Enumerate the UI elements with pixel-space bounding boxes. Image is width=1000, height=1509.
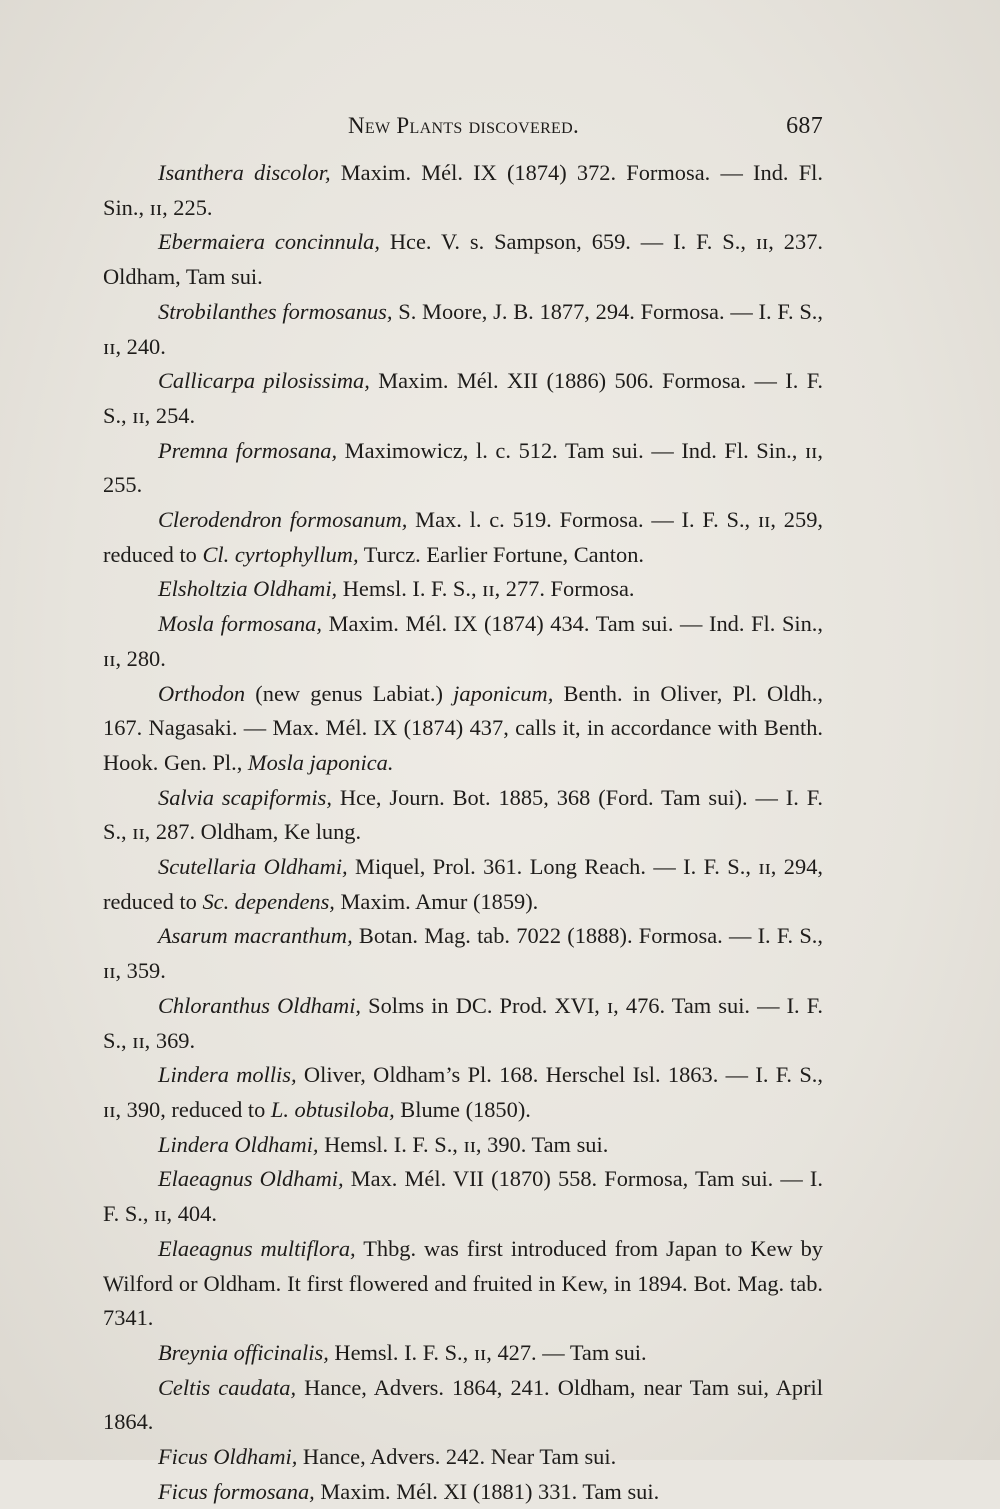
species-name: Ebermaiera concinnula,: [158, 229, 380, 255]
species-epithet: japonicum,: [453, 680, 554, 706]
entry-text: Maxim. Mél. IX (1874) 434. Tam sui. — Ind. Fl. Sin., ɪɪ, 280.: [103, 611, 824, 671]
species-name: Breynia officinalis,: [158, 1339, 329, 1365]
entry-callicarpa: [103, 364, 823, 433]
entry-text: Hance, Advers. 242. Near Tam sui.: [297, 1444, 617, 1470]
species-name: Elaeagnus Oldhami,: [158, 1166, 344, 1192]
entry-mosla: [103, 607, 823, 676]
entry-text: Maxim. Amur (1859).: [334, 888, 539, 914]
entry-text: Botan. Mag. tab. 7022 (1888). Formosa. — I. F. S., ɪɪ, 359.: [103, 923, 823, 984]
entry-chloranthus: [103, 989, 823, 1058]
page-body: [103, 156, 823, 1509]
entry-ficus-formosana: [103, 1475, 823, 1509]
species-name: Isanthera discolor,: [158, 160, 331, 185]
entry-text: Thbg. was first introduced from Japan to Kew by Wilford or Oldham. It first flowered and fruited in Kew, in 1894. Bot. Mag. tab. 7341.: [103, 1235, 823, 1331]
species-name: Scutellaria Oldhami,: [158, 854, 348, 880]
species-name: Elaeagnus multiflora,: [158, 1235, 356, 1261]
synonym-name: Mosla japonica.: [247, 749, 394, 775]
synonym-name: Sc. dependens,: [202, 888, 335, 914]
entry-ficus-oldhami: [103, 1440, 823, 1475]
species-name: Celtis caudata,: [158, 1374, 297, 1400]
species-name: Clerodendron formosanum,: [158, 507, 408, 533]
entry-text: Turcz. Earlier Fortune, Canton.: [358, 541, 644, 567]
entry-text: Hemsl. I. F. S., ɪɪ, 277. Formosa.: [337, 576, 635, 602]
species-name: Asarum macranthum,: [158, 923, 353, 949]
entry-strobilanthes: [103, 295, 823, 364]
entry-ebermaiera: [103, 225, 823, 294]
entry-clerodendron: [103, 503, 823, 572]
entry-lindera-mollis: [103, 1058, 823, 1127]
species-name: Mosla formosana,: [158, 611, 322, 637]
entry-text: Oliver, Oldham’s Pl. 168. Herschel Isl. 1863. — I. F. S., ɪɪ, 390, reduced to: [103, 1062, 823, 1122]
entry-isanthera: [103, 156, 823, 225]
species-name: Lindera Oldhami,: [158, 1131, 319, 1157]
entry-text: Benth. in Oliver, Pl. Oldh., 167. Nagasaki. — Max. Mél. IX (1874) 437, calls it, in accordance with Benth. Hook. Gen. Pl.,: [103, 680, 823, 775]
entry-elsholtzia: [103, 572, 823, 607]
entry-text: Miquel, Prol. 361. Long Reach. — I. F. S., ɪɪ, 294, reduced to: [103, 854, 823, 914]
entry-text: Maxim. Mél. IX (1874) 372. Formosa. — Ind. Fl. Sin., ɪɪ, 225.: [103, 160, 823, 220]
species-name: Ficus Oldhami,: [158, 1444, 298, 1470]
entry-text: Maxim. Mél. XI (1881) 331. Tam sui.: [314, 1478, 660, 1504]
entry-salvia: [103, 781, 823, 850]
running-title: New Plants discovered.: [348, 113, 580, 138]
entry-text: S. Moore, J. B. 1877, 294. Formosa. — I. F. S., ɪɪ, 240.: [103, 298, 823, 359]
species-name: Orthodon: [158, 680, 246, 706]
entry-premna: [103, 434, 823, 503]
species-name: Salvia scapiformis,: [158, 784, 332, 810]
species-name: Premna formosana,: [158, 437, 338, 463]
species-name: Elsholtzia Oldhami,: [158, 576, 338, 602]
entry-text: Max. l. c. 519. Formosa. — I. F. S., ɪɪ, 259, reduced to: [103, 507, 823, 567]
synonym-name: L. obtusiloba,: [270, 1096, 395, 1122]
entry-text: Maximowicz, l. c. 512. Tam sui. — Ind. Fl. Sin., ɪɪ, 255.: [103, 437, 823, 498]
entry-elaeagnus-multiflora: [103, 1232, 823, 1336]
species-name: Chloranthus Oldhami,: [158, 992, 362, 1018]
entry-text: Hce, Journ. Bot. 1885, 368 (Ford. Tam sui). — I. F. S., ɪɪ, 287. Oldham, Ke lung.: [103, 784, 823, 845]
entry-orthodon: [103, 677, 823, 781]
species-name: Lindera mollis,: [158, 1062, 297, 1088]
entry-text: Maxim. Mél. XII (1886) 506. Formosa. — I. F. S., ɪɪ, 254.: [103, 368, 823, 428]
entry-text: Solms in DC. Prod. XVI, ɪ, 476. Tam sui. — I. F. S., ɪɪ, 369.: [103, 992, 823, 1053]
synonym-name: Cl. cyrtophyllum,: [202, 541, 359, 567]
entry-text: Hce. V. s. Sampson, 659. — I. F. S., ɪɪ, 237. Oldham, Tam sui.: [103, 229, 823, 290]
species-name: Callicarpa pilosissima,: [158, 368, 370, 394]
entry-text: Hemsl. I. F. S., ɪɪ, 390. Tam sui.: [318, 1131, 609, 1157]
entry-scutellaria: [103, 850, 823, 919]
entry-text: Hemsl. I. F. S., ɪɪ, 427. — Tam sui.: [328, 1339, 647, 1365]
entry-text: Hance, Advers. 1864, 241. Oldham, near Tam sui, April 1864.: [103, 1374, 823, 1435]
entry-breynia: [103, 1336, 823, 1371]
species-name: Strobilanthes formosanus,: [158, 298, 393, 324]
entry-text: Max. Mél. VII (1870) 558. Formosa, Tam sui. — I. F. S., ɪɪ, 404.: [103, 1166, 823, 1227]
entry-asarum: [103, 919, 823, 988]
entry-lindera-oldhami: [103, 1128, 823, 1163]
entry-text: Blume (1850).: [394, 1096, 531, 1122]
species-name: Ficus formosana,: [158, 1478, 315, 1504]
entry-celtis: [103, 1371, 823, 1440]
entry-text: (new genus Labiat.): [245, 680, 454, 706]
page-number: 687: [786, 113, 823, 139]
entry-elaeagnus-oldhami: [103, 1162, 823, 1231]
